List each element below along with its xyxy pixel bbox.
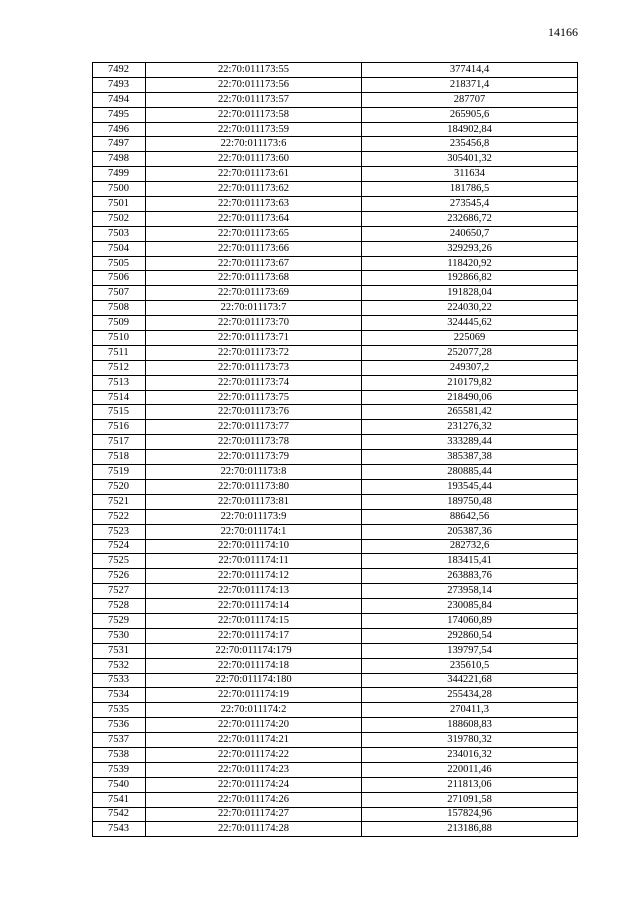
- row-number-cell: 7524: [93, 539, 146, 554]
- row-number-cell: 7525: [93, 554, 146, 569]
- value-cell: 224030,22: [362, 301, 578, 316]
- cadastral-number-cell: 22:70:011174:11: [146, 554, 362, 569]
- cadastral-number-cell: 22:70:011173:81: [146, 494, 362, 509]
- row-number-cell: 7526: [93, 569, 146, 584]
- row-number-cell: 7543: [93, 822, 146, 837]
- table-row: [93, 122, 578, 137]
- row-number-cell: 7500: [93, 182, 146, 197]
- row-number-cell: 7541: [93, 792, 146, 807]
- value-cell: 280885,44: [362, 465, 578, 480]
- value-cell: 183415,41: [362, 554, 578, 569]
- value-cell: 174060,89: [362, 613, 578, 628]
- cadastral-number-cell: 22:70:011174:17: [146, 628, 362, 643]
- value-cell: 210179,82: [362, 375, 578, 390]
- table-row: [93, 688, 578, 703]
- value-cell: 235456,8: [362, 137, 578, 152]
- table-row: [93, 256, 578, 271]
- value-cell: 88642,56: [362, 509, 578, 524]
- table-row: [93, 703, 578, 718]
- row-number-cell: 7504: [93, 241, 146, 256]
- row-number-cell: 7519: [93, 465, 146, 480]
- table-row: [93, 167, 578, 182]
- row-number-cell: 7514: [93, 390, 146, 405]
- value-cell: 213186,88: [362, 822, 578, 837]
- row-number-cell: 7521: [93, 494, 146, 509]
- value-cell: 240650,7: [362, 226, 578, 241]
- table-row: [93, 807, 578, 822]
- row-number-cell: 7535: [93, 703, 146, 718]
- cadastral-number-cell: 22:70:011174:10: [146, 539, 362, 554]
- cadastral-number-cell: 22:70:011174:26: [146, 792, 362, 807]
- value-cell: 305401,32: [362, 152, 578, 167]
- row-number-cell: 7537: [93, 733, 146, 748]
- cadastral-number-cell: 22:70:011173:79: [146, 450, 362, 465]
- table-row: [93, 494, 578, 509]
- cadastral-value-table: [92, 62, 578, 837]
- table-row: [93, 524, 578, 539]
- cadastral-number-cell: 22:70:011174:179: [146, 643, 362, 658]
- row-number-cell: 7495: [93, 107, 146, 122]
- cadastral-number-cell: 22:70:011174:27: [146, 807, 362, 822]
- value-cell: 324445,62: [362, 316, 578, 331]
- cadastral-number-cell: 22:70:011173:74: [146, 375, 362, 390]
- cadastral-number-cell: 22:70:011174:23: [146, 762, 362, 777]
- table-row: [93, 509, 578, 524]
- cadastral-number-cell: 22:70:011173:67: [146, 256, 362, 271]
- row-number-cell: 7530: [93, 628, 146, 643]
- cadastral-number-cell: 22:70:011174:12: [146, 569, 362, 584]
- row-number-cell: 7536: [93, 718, 146, 733]
- value-cell: 265905,6: [362, 107, 578, 122]
- cadastral-number-cell: 22:70:011173:61: [146, 167, 362, 182]
- table-row: [93, 777, 578, 792]
- value-cell: 311634: [362, 167, 578, 182]
- cadastral-number-cell: 22:70:011173:60: [146, 152, 362, 167]
- value-cell: 184902,84: [362, 122, 578, 137]
- row-number-cell: 7509: [93, 316, 146, 331]
- row-number-cell: 7533: [93, 673, 146, 688]
- table-body: [93, 63, 578, 837]
- table-row: [93, 77, 578, 92]
- value-cell: 191828,04: [362, 286, 578, 301]
- table-row: [93, 301, 578, 316]
- cadastral-number-cell: 22:70:011174:180: [146, 673, 362, 688]
- row-number-cell: 7527: [93, 584, 146, 599]
- cadastral-number-cell: 22:70:011173:77: [146, 420, 362, 435]
- value-cell: 225069: [362, 331, 578, 346]
- value-cell: 188608,83: [362, 718, 578, 733]
- cadastral-number-cell: 22:70:011173:6: [146, 137, 362, 152]
- cadastral-number-cell: 22:70:011173:80: [146, 479, 362, 494]
- cadastral-number-cell: 22:70:011173:66: [146, 241, 362, 256]
- table-row: [93, 792, 578, 807]
- row-number-cell: 7512: [93, 360, 146, 375]
- row-number-cell: 7520: [93, 479, 146, 494]
- cadastral-number-cell: 22:70:011174:15: [146, 613, 362, 628]
- value-cell: 189750,48: [362, 494, 578, 509]
- cadastral-number-cell: 22:70:011173:8: [146, 465, 362, 480]
- table-row: [93, 360, 578, 375]
- row-number-cell: 7502: [93, 211, 146, 226]
- table-row: [93, 479, 578, 494]
- table-row: [93, 316, 578, 331]
- cadastral-number-cell: 22:70:011173:72: [146, 345, 362, 360]
- cadastral-number-cell: 22:70:011173:55: [146, 63, 362, 78]
- row-number-cell: 7531: [93, 643, 146, 658]
- table-row: [93, 673, 578, 688]
- table-row: [93, 107, 578, 122]
- row-number-cell: 7494: [93, 92, 146, 107]
- cadastral-number-cell: 22:70:011174:20: [146, 718, 362, 733]
- table-row: [93, 435, 578, 450]
- table-row: [93, 613, 578, 628]
- value-cell: 292860,54: [362, 628, 578, 643]
- table-row: [93, 599, 578, 614]
- table-row: [93, 718, 578, 733]
- cadastral-number-cell: 22:70:011174:21: [146, 733, 362, 748]
- table-row: [93, 628, 578, 643]
- table-row: [93, 92, 578, 107]
- row-number-cell: 7511: [93, 345, 146, 360]
- value-cell: 282732,6: [362, 539, 578, 554]
- value-cell: 234016,32: [362, 747, 578, 762]
- row-number-cell: 7493: [93, 77, 146, 92]
- row-number-cell: 7522: [93, 509, 146, 524]
- table-row: [93, 137, 578, 152]
- cadastral-number-cell: 22:70:011173:69: [146, 286, 362, 301]
- value-cell: 218490,06: [362, 390, 578, 405]
- value-cell: 265581,42: [362, 405, 578, 420]
- value-cell: 139797,54: [362, 643, 578, 658]
- value-cell: 232686,72: [362, 211, 578, 226]
- table-row: [93, 152, 578, 167]
- table-row: [93, 286, 578, 301]
- cadastral-number-cell: 22:70:011173:58: [146, 107, 362, 122]
- row-number-cell: 7515: [93, 405, 146, 420]
- value-cell: 230085,84: [362, 599, 578, 614]
- table-row: [93, 420, 578, 435]
- value-cell: 220011,46: [362, 762, 578, 777]
- row-number-cell: 7542: [93, 807, 146, 822]
- value-cell: 271091,58: [362, 792, 578, 807]
- value-cell: 181786,5: [362, 182, 578, 197]
- table-row: [93, 390, 578, 405]
- row-number-cell: 7505: [93, 256, 146, 271]
- value-cell: 192866,82: [362, 271, 578, 286]
- table-row: [93, 450, 578, 465]
- value-cell: 273545,4: [362, 197, 578, 212]
- value-cell: 319780,32: [362, 733, 578, 748]
- row-number-cell: 7508: [93, 301, 146, 316]
- row-number-cell: 7532: [93, 658, 146, 673]
- row-number-cell: 7523: [93, 524, 146, 539]
- row-number-cell: 7528: [93, 599, 146, 614]
- cadastral-number-cell: 22:70:011173:63: [146, 197, 362, 212]
- value-cell: 157824,96: [362, 807, 578, 822]
- cadastral-number-cell: 22:70:011174:24: [146, 777, 362, 792]
- table-row: [93, 584, 578, 599]
- cadastral-number-cell: 22:70:011173:73: [146, 360, 362, 375]
- table-row: [93, 747, 578, 762]
- cadastral-number-cell: 22:70:011173:59: [146, 122, 362, 137]
- value-cell: 218371,4: [362, 77, 578, 92]
- value-cell: 333289,44: [362, 435, 578, 450]
- value-cell: 231276,32: [362, 420, 578, 435]
- value-cell: 235610,5: [362, 658, 578, 673]
- value-cell: 287707: [362, 92, 578, 107]
- value-cell: 263883,76: [362, 569, 578, 584]
- table-row: [93, 375, 578, 390]
- cadastral-number-cell: 22:70:011173:64: [146, 211, 362, 226]
- table-row: [93, 241, 578, 256]
- value-cell: 205387,36: [362, 524, 578, 539]
- row-number-cell: 7517: [93, 435, 146, 450]
- table-row: [93, 405, 578, 420]
- value-cell: 211813,06: [362, 777, 578, 792]
- row-number-cell: 7518: [93, 450, 146, 465]
- row-number-cell: 7503: [93, 226, 146, 241]
- row-number-cell: 7492: [93, 63, 146, 78]
- cadastral-number-cell: 22:70:011173:71: [146, 331, 362, 346]
- cadastral-number-cell: 22:70:011173:70: [146, 316, 362, 331]
- table-row: [93, 197, 578, 212]
- row-number-cell: 7496: [93, 122, 146, 137]
- value-cell: 249307,2: [362, 360, 578, 375]
- cadastral-number-cell: 22:70:011173:56: [146, 77, 362, 92]
- value-cell: 255434,28: [362, 688, 578, 703]
- cadastral-number-cell: 22:70:011174:22: [146, 747, 362, 762]
- row-number-cell: 7497: [93, 137, 146, 152]
- cadastral-number-cell: 22:70:011174:13: [146, 584, 362, 599]
- cadastral-number-cell: 22:70:011173:75: [146, 390, 362, 405]
- table-row: [93, 733, 578, 748]
- table-row: [93, 539, 578, 554]
- value-cell: 377414,4: [362, 63, 578, 78]
- cadastral-number-cell: 22:70:011174:2: [146, 703, 362, 718]
- cadastral-number-cell: 22:70:011173:62: [146, 182, 362, 197]
- value-cell: 329293,26: [362, 241, 578, 256]
- value-cell: 385387,38: [362, 450, 578, 465]
- cadastral-number-cell: 22:70:011174:14: [146, 599, 362, 614]
- cadastral-number-cell: 22:70:011174:18: [146, 658, 362, 673]
- cadastral-number-cell: 22:70:011174:28: [146, 822, 362, 837]
- row-number-cell: 7540: [93, 777, 146, 792]
- cadastral-number-cell: 22:70:011173:76: [146, 405, 362, 420]
- value-cell: 118420,92: [362, 256, 578, 271]
- table-row: [93, 643, 578, 658]
- cadastral-number-cell: 22:70:011174:19: [146, 688, 362, 703]
- table-row: [93, 226, 578, 241]
- cadastral-number-cell: 22:70:011173:65: [146, 226, 362, 241]
- cadastral-number-cell: 22:70:011173:9: [146, 509, 362, 524]
- table-row: [93, 658, 578, 673]
- cadastral-number-cell: 22:70:011173:7: [146, 301, 362, 316]
- table-row: [93, 63, 578, 78]
- row-number-cell: 7510: [93, 331, 146, 346]
- table-row: [93, 569, 578, 584]
- cadastral-number-cell: 22:70:011173:68: [146, 271, 362, 286]
- row-number-cell: 7516: [93, 420, 146, 435]
- table-row: [93, 211, 578, 226]
- row-number-cell: 7501: [93, 197, 146, 212]
- value-cell: 252077,28: [362, 345, 578, 360]
- table-row: [93, 345, 578, 360]
- value-cell: 270411,3: [362, 703, 578, 718]
- table-row: [93, 822, 578, 837]
- table-row: [93, 762, 578, 777]
- table-row: [93, 331, 578, 346]
- row-number-cell: 7529: [93, 613, 146, 628]
- row-number-cell: 7539: [93, 762, 146, 777]
- table-row: [93, 554, 578, 569]
- page-number: 14166: [548, 25, 578, 39]
- row-number-cell: 7513: [93, 375, 146, 390]
- row-number-cell: 7534: [93, 688, 146, 703]
- row-number-cell: 7538: [93, 747, 146, 762]
- cadastral-number-cell: 22:70:011174:1: [146, 524, 362, 539]
- row-number-cell: 7506: [93, 271, 146, 286]
- cadastral-number-cell: 22:70:011173:78: [146, 435, 362, 450]
- cadastral-number-cell: 22:70:011173:57: [146, 92, 362, 107]
- row-number-cell: 7498: [93, 152, 146, 167]
- row-number-cell: 7507: [93, 286, 146, 301]
- row-number-cell: 7499: [93, 167, 146, 182]
- value-cell: 344221,68: [362, 673, 578, 688]
- table-row: [93, 182, 578, 197]
- value-cell: 193545,44: [362, 479, 578, 494]
- value-cell: 273958,14: [362, 584, 578, 599]
- table-row: [93, 465, 578, 480]
- table-row: [93, 271, 578, 286]
